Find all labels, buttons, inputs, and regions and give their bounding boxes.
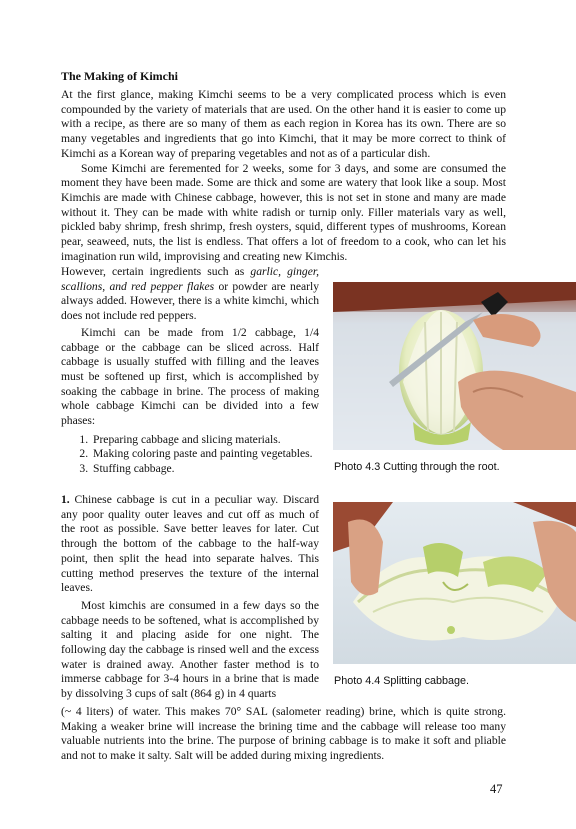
photo-splitting-cabbage bbox=[333, 502, 576, 664]
photo-caption-4-4: Photo 4.4 Splitting cabbage. bbox=[334, 675, 470, 687]
ingredients-emphasis: garlic, ginger, scallions, and red pepper flakes bbox=[61, 265, 320, 293]
step-1-paragraph: 1. Chinese cabbage is cut in a peculiar way. Discard any poor quality outer leaves and cut off as much of the root as possible. Save better leaves for later. Cut through the bottom of the cabbage to the half-way point, then split the head into separate halves. This cutting method preserves the texture of the internal leaves. bbox=[61, 493, 319, 595]
page-number: 47 bbox=[490, 782, 503, 796]
paragraph-2: Some Kimchi are feremented for 2 weeks, some for 3 days, and some are consumed the moment they have been made. Some are thick and some are watery that look like a soup. Most Kimchis are made with Chinese cabbage, however, this is not set in stone and many are made without it. They can be made with white radish or turnip only. Filler materials vary as well, pickled baby shrimp, fresh shrimp, fresh oysters, squid, different types of mushrooms, Korean pear, seaweed, nuts, the list is endless. That offers a lot of freedom to a cook, who can let his imagination run wild, improvising and creating new Kimchis. bbox=[61, 161, 506, 263]
paragraph-6b: (~ 4 liters) of water. This makes 70° SAL (salometer reading) brine, which is quite strong. Making a weaker brine will increase the brining time and the cabbage will release too many valuable nutrients into the brine. The purpose of brining cabbage is to make it soft and pliable and not to make it salty. Salt will be added during mixing ingredients. bbox=[61, 705, 506, 763]
paragraph-1: At the first glance, making Kimchi seems to be a very complicated process which is even compounded by the variety of materials that are used. On the other hand it is easier to come up with a recipe, as there are so many of them as each region in Korea has its own. There are so many vegetables and ingredients that go into Kimchi, that it may be more correct to think of Kimchi as a Korean way of preparing vegetables and not as of a particular dish. bbox=[61, 88, 506, 160]
cabbage-cutting-illustration bbox=[333, 282, 576, 450]
photo-cutting-root bbox=[333, 282, 576, 450]
paragraph-4: Kimchi can be made from 1/2 cabbage, 1/4 cabbage or the cabbage can be sliced across. Half cabbage is usually stuffed with filling and the leaves must be softened up first, which is accomplished by soaking the cabbage in brine. The process of making whole cabbage Kimchi can be divided into a few phases: bbox=[61, 325, 319, 428]
cabbage-splitting-illustration bbox=[333, 502, 576, 664]
bottom-text bbox=[61, 705, 506, 764]
left-column-upper bbox=[61, 265, 319, 477]
intro-text bbox=[61, 88, 506, 264]
left-column-lower bbox=[61, 493, 319, 702]
section-title: The Making of Kimchi bbox=[61, 69, 179, 83]
list-item: 3. Stuffing cabbage. bbox=[91, 462, 319, 477]
phases-list bbox=[61, 433, 319, 477]
paragraph-6a: Most kimchis are consumed in a few days so the cabbage needs to be softened, what is accomplished by salting it and placing aside for one night. The following day the cabbage is rinsed well and the excess water is drained away. Another faster method is to immerse cabbage for 3-4 hours in a brine that is made by dissolving 3 cups of salt (864 g) in 4 quarts bbox=[61, 598, 319, 701]
photo-caption-4-3: Photo 4.3 Cutting through the root. bbox=[334, 461, 500, 473]
list-item: 1. Preparing cabbage and slicing materials. bbox=[91, 433, 319, 448]
paragraph-3: However, certain ingredients such as garlic, ginger, scallions, and red pepper flakes or powder are nearly always added. However, there is a white kimchi, which does not include red peppers. bbox=[61, 265, 320, 323]
list-item: 2. Making coloring paste and painting vegetables. bbox=[91, 447, 319, 462]
